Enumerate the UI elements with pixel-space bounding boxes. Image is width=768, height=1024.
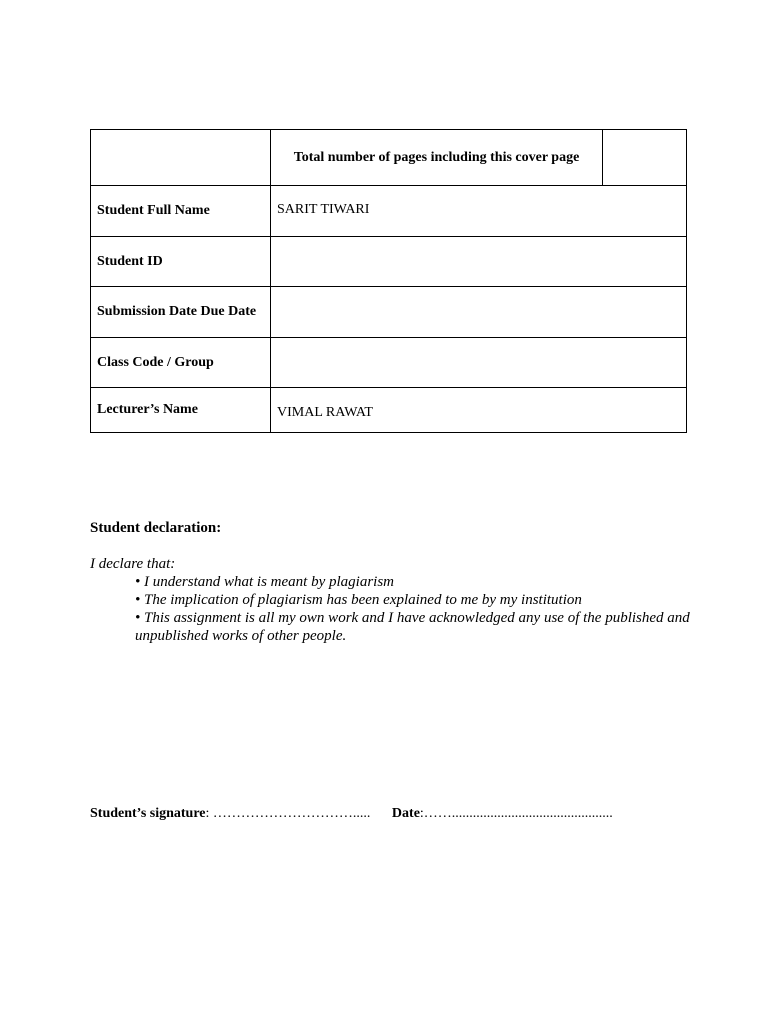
lecturer-name-value: VIMAL RAWAT <box>271 388 687 433</box>
lecturer-name-label: Lecturer’s Name <box>91 388 271 433</box>
student-id-value <box>271 237 687 287</box>
declaration-title: Student declaration: <box>90 520 222 536</box>
submission-date-value <box>271 287 687 338</box>
table-row <box>91 186 687 237</box>
student-name-value: SARIT TIWARI <box>271 186 687 237</box>
signature-field: : …………………………..... <box>205 806 371 821</box>
total-pages-label: Total number of pages including this cover page <box>271 130 603 186</box>
declaration-item: • I understand what is meant by plagiarism <box>135 574 394 590</box>
cover-info-table <box>90 129 687 433</box>
total-pages-value <box>603 130 687 186</box>
class-code-label: Class Code / Group <box>91 338 271 388</box>
signature-label: Student’s signature <box>90 806 206 821</box>
declaration-item: • The implication of plagiarism has been explained to me by my institution <box>135 592 582 608</box>
table-row <box>91 287 687 338</box>
table-row <box>91 338 687 388</box>
date-label: Date <box>391 806 420 821</box>
table-header-row <box>91 130 687 186</box>
declaration-item: • This assignment is all my own work and I have acknowledged any use of the published and unpublished works of other people. <box>135 610 690 644</box>
signature-row <box>90 806 613 822</box>
declaration-intro: I declare that: <box>90 556 176 572</box>
student-id-label: Student ID <box>91 237 271 287</box>
date-field: :…….............................................. <box>419 806 613 821</box>
declaration-list <box>135 573 695 645</box>
header-blank-cell <box>91 130 271 186</box>
submission-date-label: Submission Date Due Date <box>91 287 271 338</box>
class-code-value <box>271 338 687 388</box>
table-row <box>91 388 687 433</box>
table-row <box>91 237 687 287</box>
student-name-label: Student Full Name <box>91 186 271 237</box>
